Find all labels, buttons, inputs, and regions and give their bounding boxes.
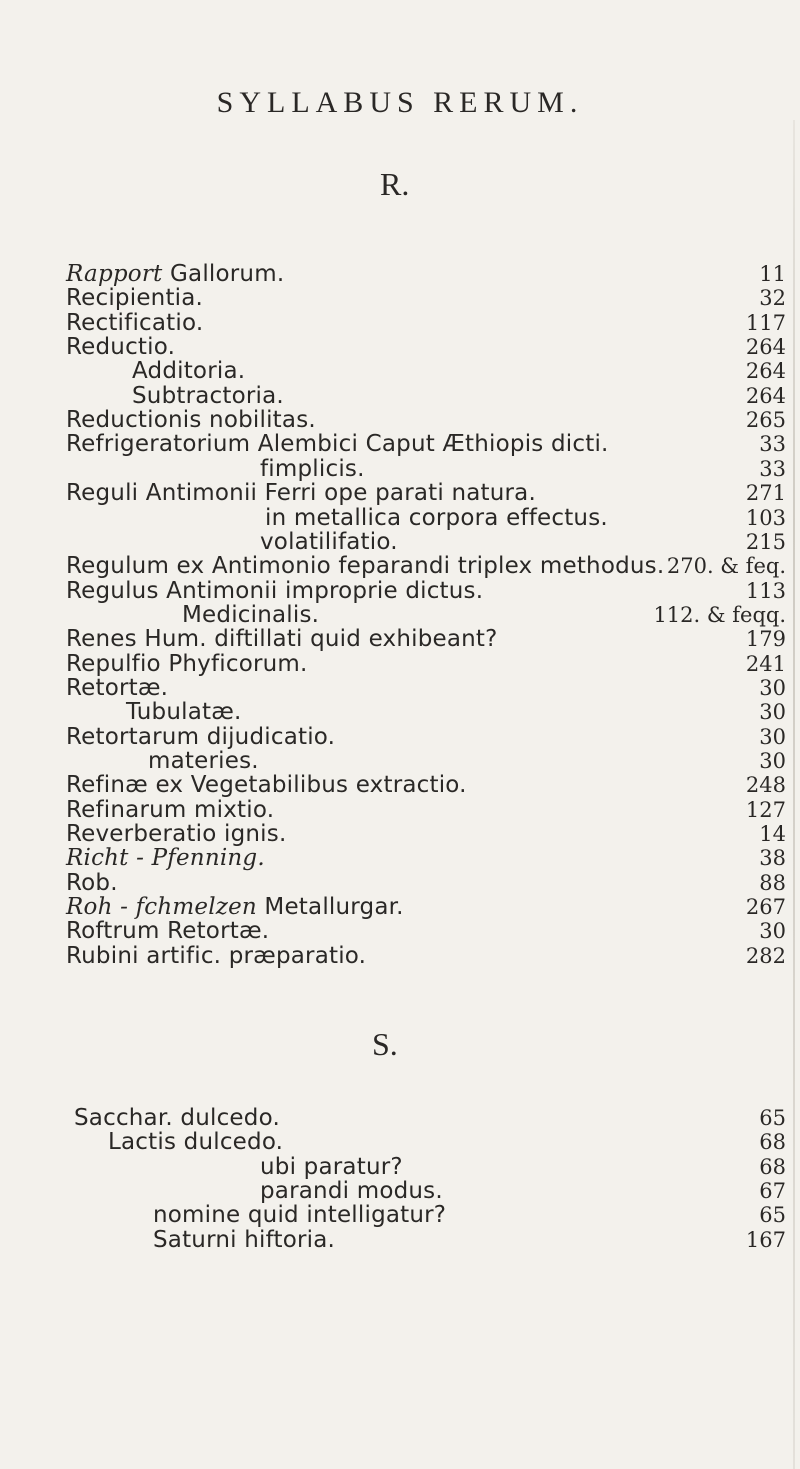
entry-page-number: 179 <box>745 627 786 651</box>
entry-term: Retortæ. <box>66 675 169 701</box>
entry-page-number: 30 <box>759 919 786 943</box>
entry-page-number: 103 <box>745 506 786 530</box>
entry-text <box>66 844 265 872</box>
entry-term: Medicinalis. <box>182 602 320 628</box>
index-entry <box>0 1201 800 1229</box>
entry-term: Regulum ex Antimonio feparandi triplex methodus. <box>66 553 665 579</box>
index-entry <box>0 917 800 945</box>
entry-term: Sacchar. dulcedo. <box>74 1105 280 1131</box>
entry-term: Refinarum mixtio. <box>66 797 275 823</box>
entry-page-number: 264 <box>745 335 786 359</box>
entry-page-number: 88 <box>759 871 786 895</box>
entry-text <box>66 479 536 507</box>
entry-term: ubi paratur? <box>260 1154 403 1180</box>
entry-term: in metallica corpora effectus. <box>265 505 608 531</box>
entry-term: Reductio. <box>66 334 176 360</box>
entry-page-number: 112. & feqq. <box>653 603 786 627</box>
index-entry <box>0 1128 800 1156</box>
entry-page-number: 265 <box>745 408 786 432</box>
entry-italic-term: Richt - Pfenning. <box>66 845 265 871</box>
entry-text <box>153 1226 335 1254</box>
entry-text <box>66 942 366 970</box>
entry-text <box>108 1128 283 1156</box>
entry-text <box>66 917 269 945</box>
index-entry <box>0 552 800 580</box>
entry-page-number: 14 <box>759 822 786 846</box>
section-letter-r: R. <box>380 166 410 202</box>
entry-term: Roftrum Retortæ. <box>66 918 270 944</box>
index-entry <box>0 479 800 507</box>
index-entry <box>0 698 800 726</box>
entry-term: Rob. <box>66 870 118 896</box>
entry-text <box>132 357 245 385</box>
entry-page-number: 270. & feq. <box>666 554 786 578</box>
entry-italic-term: Rapport <box>66 261 163 287</box>
entry-term: Regulus Antimonii improprie dictus. <box>66 578 484 604</box>
entry-page-number: 264 <box>745 384 786 408</box>
entry-term: Gallorum. <box>162 261 285 287</box>
entry-term: nomine quid intelligatur? <box>153 1202 447 1228</box>
entry-text <box>66 430 609 458</box>
entry-term: Additoria. <box>132 358 246 384</box>
entry-text <box>66 284 203 312</box>
entry-term: Saturni hiftoria. <box>153 1227 336 1253</box>
entry-text <box>126 698 242 726</box>
entry-term: parandi modus. <box>260 1178 443 1204</box>
entry-term: materies. <box>148 748 259 774</box>
entry-page-number: 33 <box>759 432 786 456</box>
entry-term: Refinæ ex Vegetabilibus extractio. <box>66 772 467 798</box>
entry-term: fimplicis. <box>260 456 365 482</box>
entry-page-number: 11 <box>759 262 786 286</box>
entry-page-number: 32 <box>759 286 786 310</box>
entry-text <box>66 625 498 653</box>
page-title: SYLLABUS RERUM. <box>216 86 584 119</box>
entry-term: Metallurgar. <box>256 894 404 920</box>
entry-term: Renes Hum. diftillati quid exhibeant? <box>66 626 498 652</box>
entry-page-number: 271 <box>745 481 786 505</box>
entry-text <box>153 1201 446 1229</box>
entry-term: Rubini artific. præparatio. <box>66 943 367 969</box>
entry-page-number: 68 <box>759 1130 786 1154</box>
entry-text <box>66 771 467 799</box>
entry-term: Subtractoria. <box>132 383 284 409</box>
entry-page-number: 67 <box>759 1179 786 1203</box>
entry-page-number: 65 <box>759 1106 786 1130</box>
entry-term: volatilifatio. <box>260 529 398 555</box>
entry-page-number: 30 <box>759 749 786 773</box>
entry-page-number: 30 <box>759 725 786 749</box>
entry-page-number: 33 <box>759 457 786 481</box>
entry-term: Rectificatio. <box>66 310 204 336</box>
entry-term: Refrigeratorium Alembici Caput Æthiopis dicti. <box>66 431 609 457</box>
entry-page-number: 65 <box>759 1203 786 1227</box>
entry-italic-term: Roh - fchmelzen <box>66 894 257 920</box>
entry-term: Lactis dulcedo. <box>108 1129 284 1155</box>
entry-term: Reverberatio ignis. <box>66 821 287 847</box>
entry-term: Reguli Antimonii Ferri ope parati natura. <box>66 480 536 506</box>
entry-term: Reductionis nobilitas. <box>66 407 316 433</box>
index-entry <box>0 771 800 799</box>
entry-term: Retortarum dijudicatio. <box>66 724 336 750</box>
index-entry <box>0 844 800 872</box>
entry-page-number: 267 <box>745 895 786 919</box>
index-entry <box>0 284 800 312</box>
entry-page-number: 127 <box>745 798 786 822</box>
entry-term: Recipientia. <box>66 285 204 311</box>
entry-text <box>66 552 664 580</box>
entry-term: Repulfio Phyficorum. <box>66 651 308 677</box>
entry-page-number: 117 <box>745 311 786 335</box>
entry-page-number: 38 <box>759 846 786 870</box>
entry-page-number: 30 <box>759 676 786 700</box>
entry-page-number: 113 <box>745 579 786 603</box>
index-entry <box>0 357 800 385</box>
entry-page-number: 215 <box>745 530 786 554</box>
entry-page-number: 68 <box>759 1155 786 1179</box>
section-letter-s: S. <box>372 1026 398 1062</box>
entry-page-number: 248 <box>745 773 786 797</box>
index-entry <box>0 1226 800 1254</box>
entry-page-number: 167 <box>745 1228 786 1252</box>
entry-term: Tubulatæ. <box>126 699 242 725</box>
index-entry <box>0 430 800 458</box>
index-entry <box>0 625 800 653</box>
entry-page-number: 30 <box>759 700 786 724</box>
entry-page-number: 264 <box>745 359 786 383</box>
entry-page-number: 241 <box>745 652 786 676</box>
index-entry <box>0 942 800 970</box>
entry-page-number: 282 <box>745 944 786 968</box>
